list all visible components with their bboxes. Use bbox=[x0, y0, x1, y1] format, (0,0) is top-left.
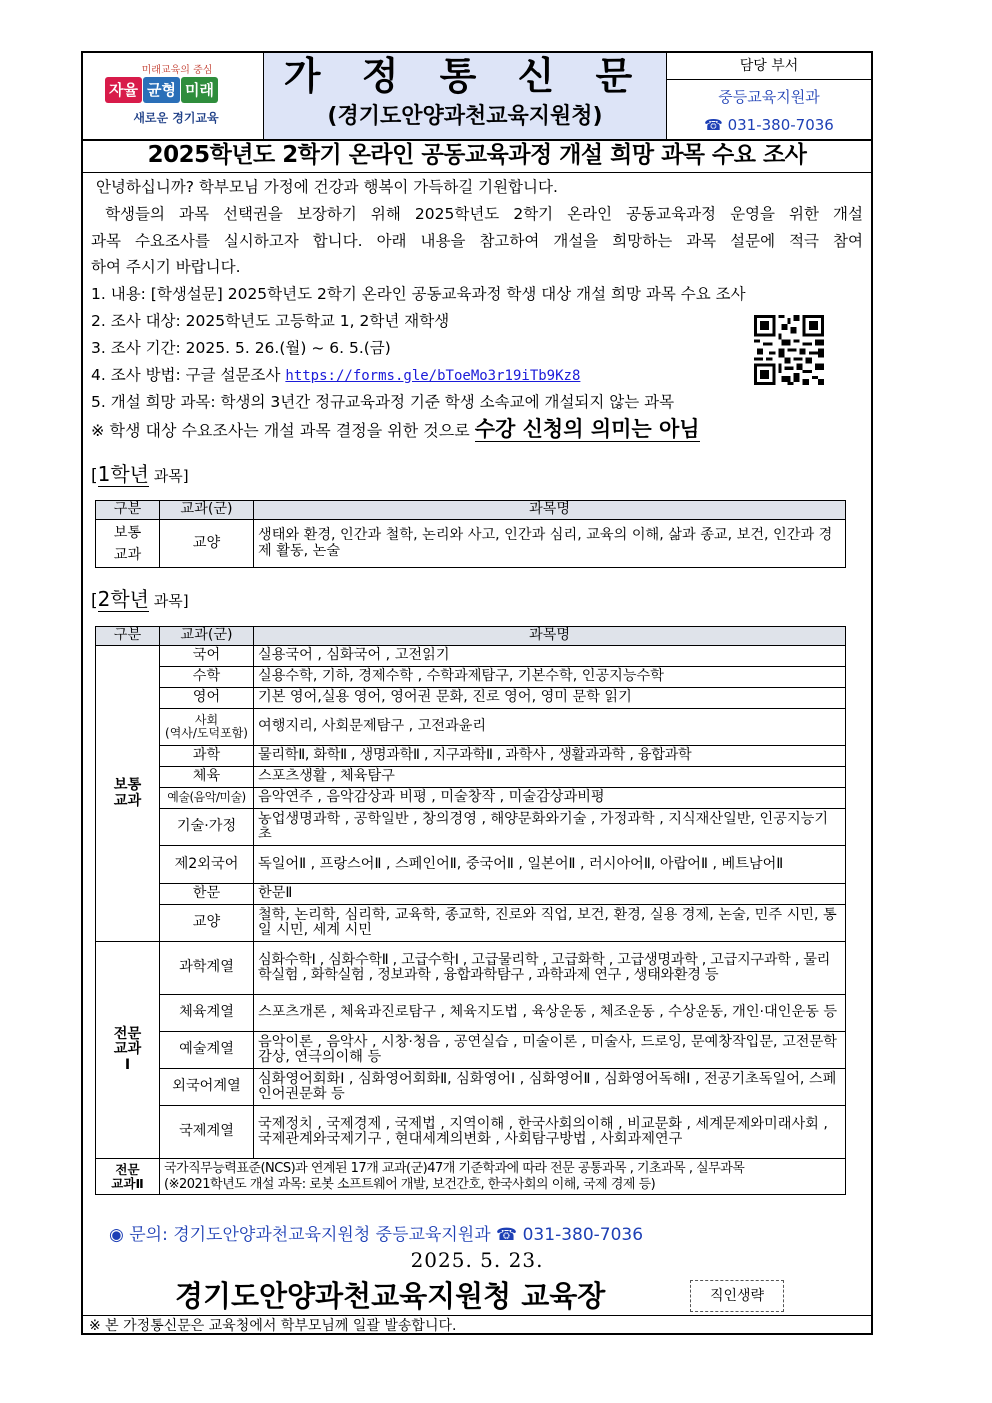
logo-caption: 새로운 경기교육 bbox=[133, 111, 219, 125]
col-group: 교과(군) bbox=[160, 627, 254, 646]
group-cell: 외국어계열 bbox=[160, 1069, 254, 1106]
table-row bbox=[96, 1106, 846, 1159]
subjects-cell: 기본 영어,실용 영어, 영어권 문화, 진로 영어, 영미 문학 읽기 bbox=[254, 688, 846, 709]
sender-name: 경기도안양과천교육지원청 교육장 bbox=[175, 1279, 606, 1313]
group-cell: 예술(음악/미술) bbox=[160, 788, 254, 809]
intro-line-2: 학생들의 과목 선택권을 보장하기 위해 2025학년도 2학기 온라인 공동교육과정 운영을 위한 개설 bbox=[105, 204, 863, 223]
group-cell: 국어 bbox=[160, 646, 254, 667]
grade2-table bbox=[95, 626, 846, 1195]
gyeonggi-education-logo bbox=[83, 53, 264, 139]
item-5: 5. 개설 희망 과목: 학생의 3년간 정규교육과정 기준 학생 소속교에 개설되지 않는 과목 bbox=[91, 393, 675, 412]
group-cell: 예술계열 bbox=[160, 1032, 254, 1069]
category-general: 보통 교과 bbox=[96, 646, 160, 942]
subjects-cell: 독일어Ⅱ , 프랑스어Ⅱ , 스페인어Ⅱ, 중국어Ⅱ , 일본어Ⅱ , 러시아어Ⅱ, 아랍어Ⅱ , 베트남어Ⅱ bbox=[254, 846, 846, 884]
item-1: 1. 내용: [학생설문] 2025학년도 2학기 온라인 공동교육과정 학생 대상 개설 희망 과목 수요 조사 bbox=[91, 285, 746, 304]
col-subjects: 과목명 bbox=[254, 627, 846, 646]
group-cell: 체육 bbox=[160, 767, 254, 788]
page-title: 가 정 통 신 문 bbox=[283, 54, 647, 98]
qr-code-icon[interactable] bbox=[751, 312, 827, 388]
intro-line-3: 과목 수요조사를 실시하고자 합니다. 아래 내용을 참고하여 개설을 희망하는 과목 설문에 적극 참여 bbox=[91, 231, 863, 250]
group-cell: 사회 (역사/도덕포함) bbox=[160, 709, 254, 746]
subjects-cell: 철학, 논리학, 심리학, 교육학, 종교학, 진로와 직업, 보건, 환경, 실용 경제, 논술, 민주 시민, 통일 시민, 세계 시민 bbox=[254, 905, 846, 942]
subjects-cell: 스포츠생활 , 체육탐구 bbox=[254, 767, 846, 788]
subjects-cell: 생태와 환경, 인간과 철학, 논리와 사고, 인간과 심리, 교육의 이해, 삶과 종교, 보건, 인간과 경제 활동, 논술 bbox=[254, 520, 846, 568]
category-special-2: 전문 교과Ⅱ bbox=[96, 1159, 160, 1195]
table-row bbox=[96, 1069, 846, 1106]
department-label: 담당 부서 bbox=[667, 53, 871, 80]
logo-word-2: 균형 bbox=[143, 77, 180, 103]
logo-slogan: 미래교육의 중심 bbox=[141, 65, 213, 76]
subjects-cell: 심화수학Ⅰ , 심화수학Ⅱ , 고급수학Ⅰ , 고급물리학 , 고급화학 , 고급생명과학 , 고급지구과학 , 물리학실험 , 화학실험 , 정보과학 , 융합과학탐구 , 과학과제 연구 , 생태와환경 등 bbox=[254, 942, 846, 995]
group-cell: 국제계열 bbox=[160, 1106, 254, 1159]
subjects-cell: 음악연주 , 음악감상과 비평 , 미술창작 , 미술감상과비평 bbox=[254, 788, 846, 809]
item-2: 2. 조사 대상: 2025학년도 고등학교 1, 2학년 재학생 bbox=[91, 311, 450, 330]
letter-body bbox=[91, 174, 863, 445]
category-cell: 보통 교과 bbox=[96, 520, 160, 568]
grade1-table bbox=[95, 500, 846, 568]
table-row bbox=[96, 767, 846, 788]
subjects-cell: 물리학Ⅱ, 화학Ⅱ , 생명과학Ⅱ , 지구과학Ⅱ , 과학사 , 생활과과학 , 융합과학 bbox=[254, 746, 846, 767]
table-row bbox=[96, 746, 846, 767]
group-cell: 기술·가정 bbox=[160, 809, 254, 846]
footer-notice: ※ 본 가정통신문은 교육청에서 학부모님께 일괄 발송합니다. bbox=[83, 1315, 871, 1335]
table-row bbox=[96, 667, 846, 688]
page-subtitle: (경기도안양과천교육지원청) bbox=[327, 104, 603, 129]
notice-emphasis: 수강 신청의 의미는 아님 bbox=[474, 417, 700, 442]
subjects-cell: 실용수학, 기하, 경제수학 , 수학과제탐구, 기본수학, 인공지능수학 bbox=[254, 667, 846, 688]
col-subjects: 과목명 bbox=[254, 501, 846, 520]
group-cell: 과학계열 bbox=[160, 942, 254, 995]
seal-omitted-stamp: 직인생략 bbox=[690, 1280, 784, 1312]
group-cell: 수학 bbox=[160, 667, 254, 688]
intro-line-4: 하여 주시기 바랍니다. bbox=[91, 258, 241, 277]
table-row bbox=[96, 1032, 846, 1069]
logo-word-1: 자율 bbox=[105, 77, 142, 103]
table-row bbox=[96, 1159, 846, 1195]
subjects-cell: 국제정치 , 국제경제 , 국제법 , 지역이해 , 한국사회의이해 , 비교문화 , 세계문제와미래사회 , 국제관계와국제기구 , 현대세계의변화 , 사회탐구방법 , 사회과제연구 bbox=[254, 1106, 846, 1159]
survey-link[interactable]: https://forms.gle/bToeMo3r19iTb9Kz8 bbox=[285, 367, 581, 384]
issue-date: 2025. 5. 23. bbox=[410, 1248, 544, 1272]
item-4: 4. 조사 방법: 구글 설문조사 https://forms.gle/bToeMo3r19iTb9Kz8 bbox=[91, 365, 581, 384]
col-category: 구분 bbox=[96, 627, 160, 646]
table-row bbox=[96, 520, 846, 568]
group-cell: 제2외국어 bbox=[160, 846, 254, 884]
group-cell: 영어 bbox=[160, 688, 254, 709]
department-phone: ☎ 031-380-7036 bbox=[704, 116, 834, 134]
category-special-1: 전문 교과 Ⅰ bbox=[96, 942, 160, 1159]
table-row bbox=[96, 788, 846, 809]
table-row bbox=[96, 905, 846, 942]
notice-line: ※ 학생 대상 수요조사는 개설 과목 결정을 위한 것으로 수강 신청의 의미는 아님 bbox=[91, 417, 700, 442]
newsletter-page bbox=[81, 51, 873, 1335]
group-cell: 교양 bbox=[160, 520, 254, 568]
table-row bbox=[96, 995, 846, 1032]
logo-word-3: 미래 bbox=[181, 77, 218, 103]
title-box bbox=[264, 53, 667, 139]
group-cell: 체육계열 bbox=[160, 995, 254, 1032]
grade2-heading: [2학년 과목] bbox=[91, 587, 189, 611]
group-cell: 교양 bbox=[160, 905, 254, 942]
department-name: 중등교육지원과 bbox=[718, 88, 820, 106]
table-row bbox=[96, 646, 846, 667]
contact-line: ◉ 문의: 경기도안양과천교육지원청 중등교육지원과 ☎ 031-380-7036 bbox=[109, 1225, 644, 1245]
logo-badge bbox=[105, 77, 219, 103]
table-row bbox=[96, 688, 846, 709]
group-cell: 과학 bbox=[160, 746, 254, 767]
subjects-cell: 농업생명과학 , 공학일반 , 창의경영 , 해양문화와기술 , 가정과학 , 지식재산일반, 인공지능기초 bbox=[254, 809, 846, 846]
header bbox=[83, 53, 871, 141]
item-3: 3. 조사 기간: 2025. 5. 26.(월) ~ 6. 5.(금) bbox=[91, 338, 391, 357]
special2-cell: 국가직무능력표준(NCS)과 연계된 17개 교과(군)47개 기준학과에 따라 전문 공통과목 , 기초과목 , 실무과목 (※2021학년도 개설 과목: 로봇 소프트웨어 개발, 보건간호, 한국사회의 이해, 국제 경제 등) bbox=[160, 1159, 846, 1195]
subjects-cell: 실용국어 , 심화국어 , 고전읽기 bbox=[254, 646, 846, 667]
grade1-heading: [1학년 과목] bbox=[91, 462, 189, 486]
subjects-cell: 여행지리, 사회문제탐구 , 고전과윤리 bbox=[254, 709, 846, 746]
group-cell: 한문 bbox=[160, 884, 254, 905]
col-category: 구분 bbox=[96, 501, 160, 520]
table-row bbox=[96, 846, 846, 884]
col-group: 교과(군) bbox=[160, 501, 254, 520]
table-row bbox=[96, 942, 846, 995]
table-row bbox=[96, 809, 846, 846]
department-box bbox=[667, 53, 871, 139]
subjects-cell: 심화영어회화Ⅰ , 심화영어회화Ⅱ, 심화영어Ⅰ , 심화영어Ⅱ , 심화영어독해Ⅰ , 전공기초독일어, 스페인어권문화 등 bbox=[254, 1069, 846, 1106]
subject-heading: 2025학년도 2학기 온라인 공동교육과정 개설 희망 과목 수요 조사 bbox=[83, 139, 871, 173]
subjects-cell: 음악이론 , 음악사 , 시창·청음 , 공연실습 , 미술이론 , 미술사, 드로잉, 문예창작입문, 고전문학감상, 연극의이해 등 bbox=[254, 1032, 846, 1069]
subjects-cell: 한문Ⅱ bbox=[254, 884, 846, 905]
intro-greeting: 안녕하십니까? 학부모님 가정에 건강과 행복이 가득하길 기원합니다. bbox=[95, 178, 558, 196]
table-row bbox=[96, 884, 846, 905]
subjects-cell: 스포츠개론 , 체육과진로탐구 , 체육지도법 , 육상운동 , 체조운동 , 수상운동, 개인·대인운동 등 bbox=[254, 995, 846, 1032]
table-row bbox=[96, 709, 846, 746]
